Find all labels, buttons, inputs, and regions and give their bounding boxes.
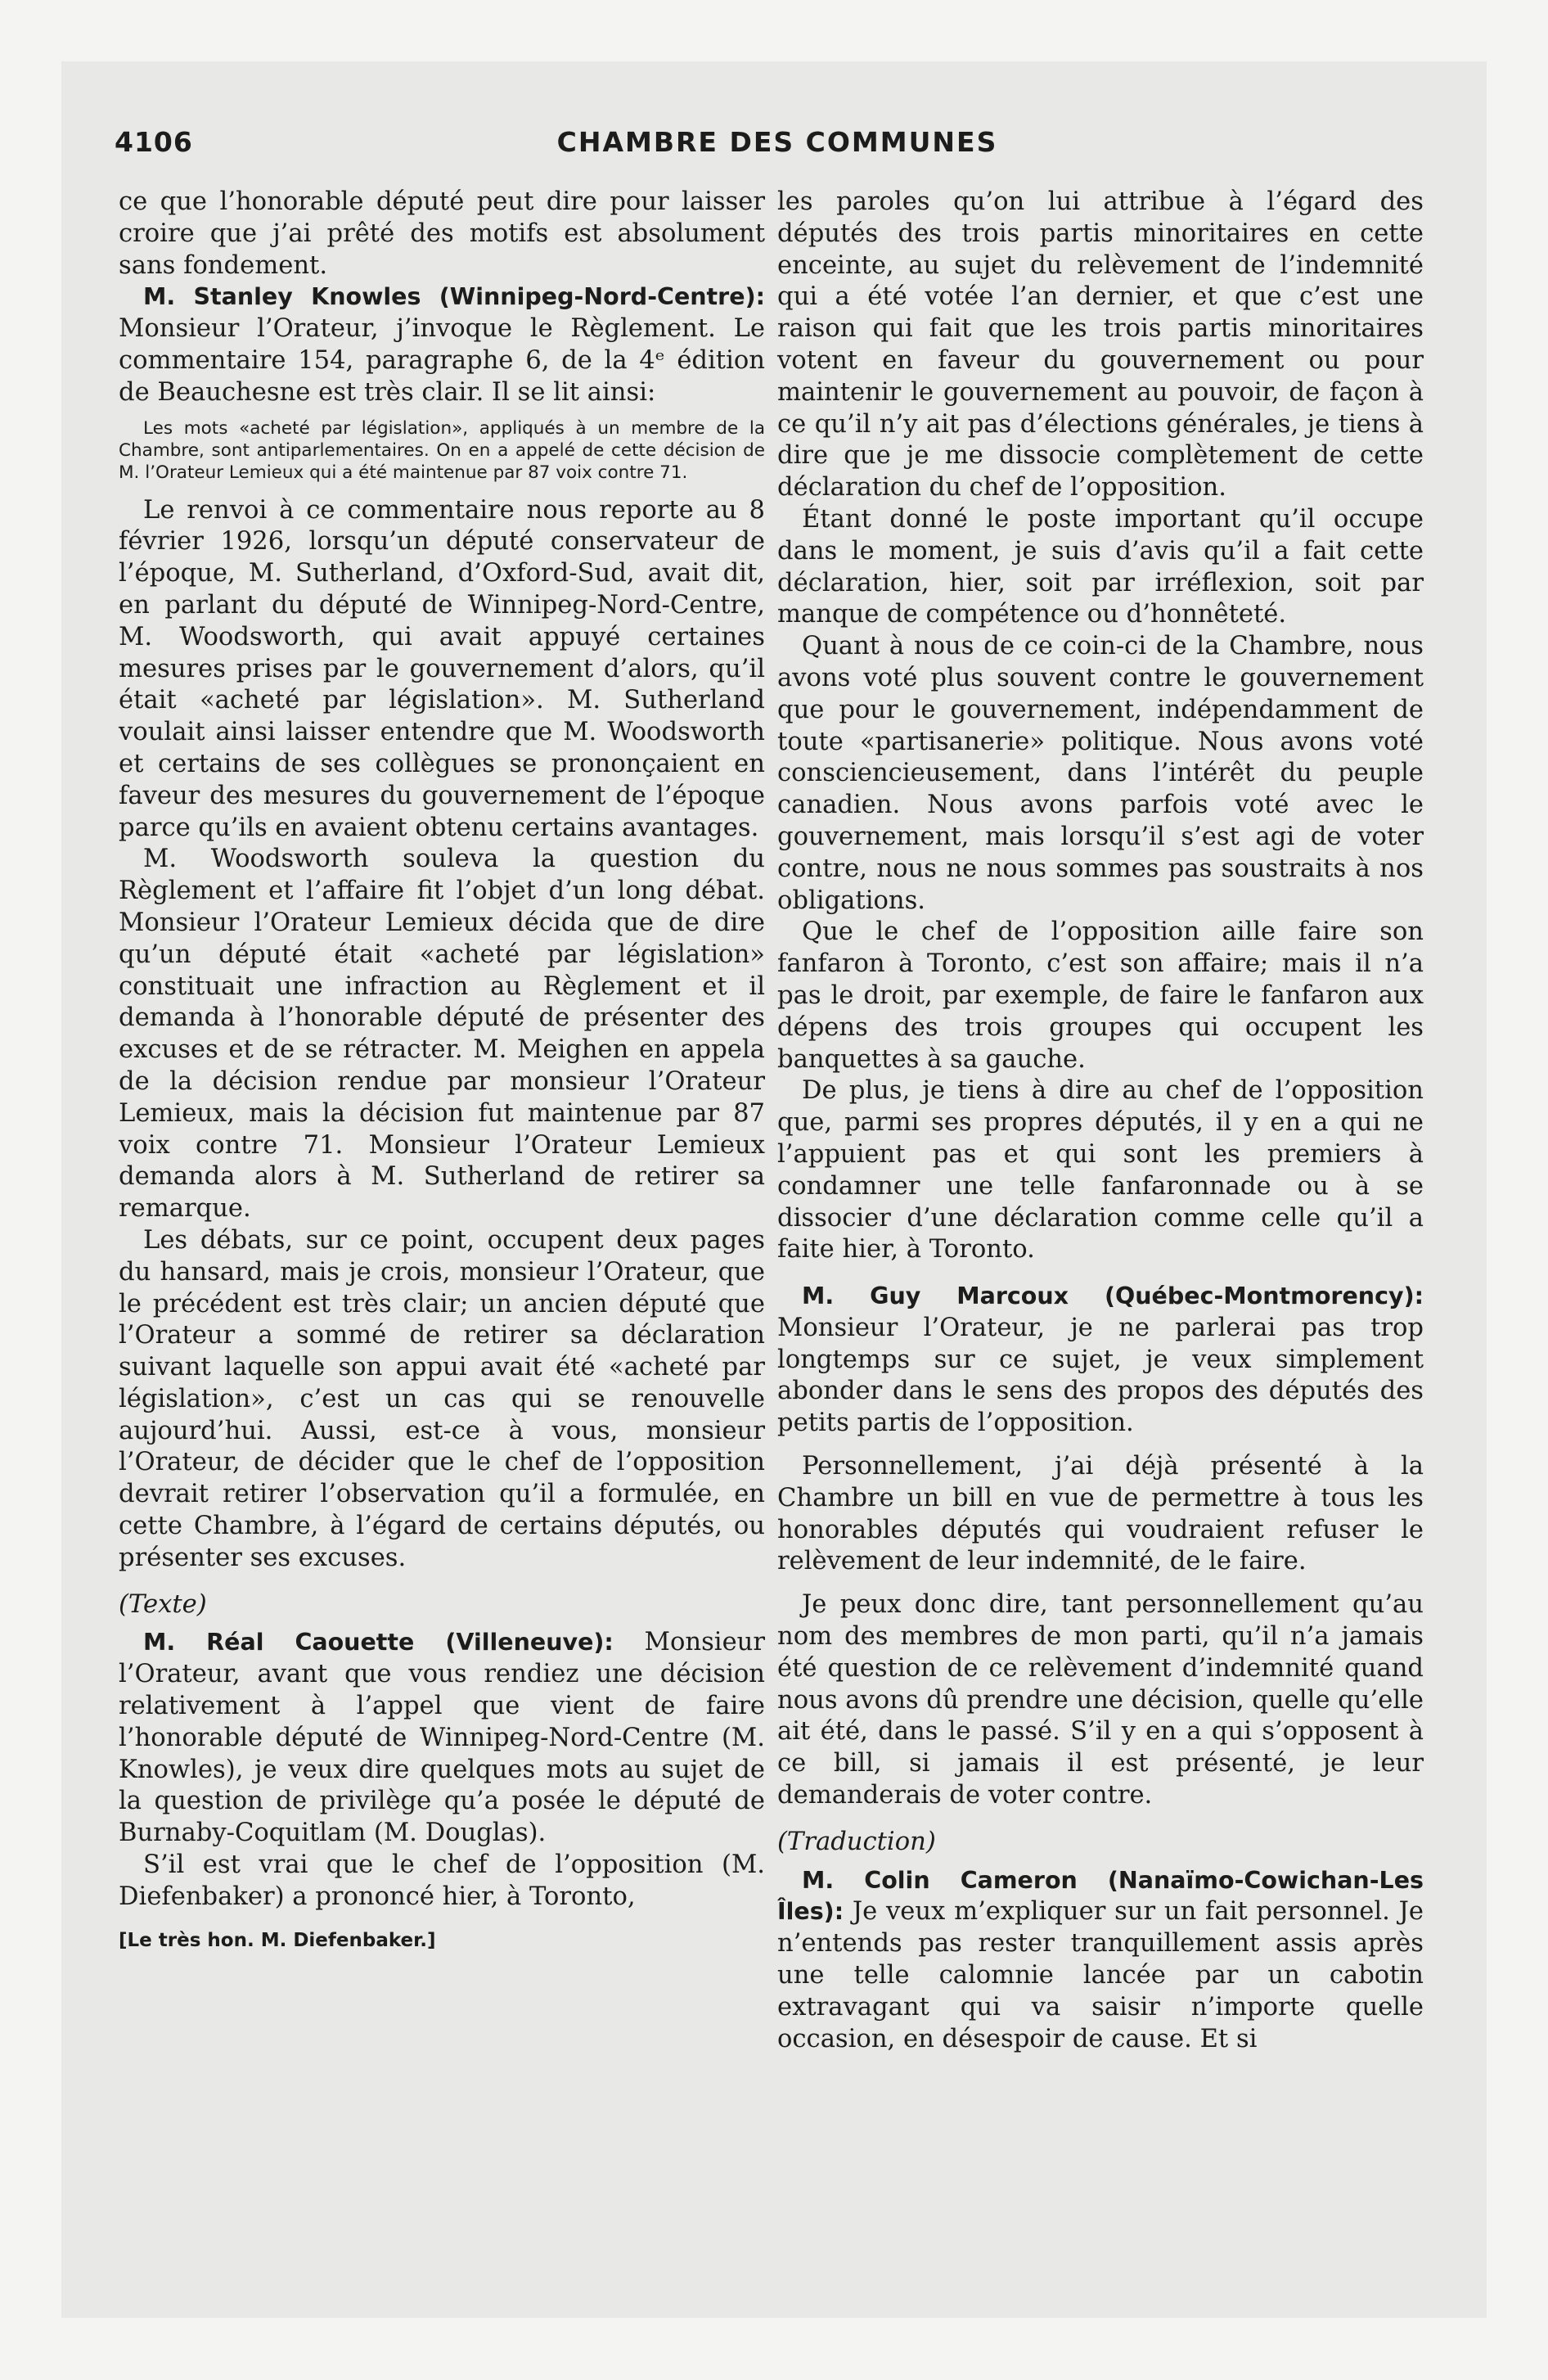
page-footer: [Le très hon. M. Diefenbaker.]	[119, 1929, 436, 1951]
speech-text: Monsieur l’Orateur, je ne parlerai pas trop longtemps sur ce sujet, je veux simplement abonder dans le sens des propos des députés des petits partis de l’opposition.	[777, 1313, 1424, 1438]
language-note: (Texte)	[119, 1589, 207, 1619]
page-number: 4106	[115, 126, 193, 158]
paragraph: ce que l’honorable député peut dire pour laisser croire que j’ai prêté des motifs est absolument sans fondement.	[119, 187, 765, 280]
speaker-name: M. Réal Caouette (Villeneuve):	[143, 1629, 614, 1657]
paragraph: De plus, je tiens à dire au chef de l’opposition que, parmi ses propres députés, il y en a qui ne l’appuient pas et qui sont les premiers à condamner une telle fanfaronnade ou à se dissocier d’une déclaration comme celle qu’il a faite hier, à Toronto.	[777, 1076, 1424, 1264]
paragraph: Personnellement, j’ai déjà présenté à la Chambre un bill en vue de permettre à tous les honorables députés qui voudraient refuser le relèvement de leur indemnité, de le faire.	[777, 1452, 1424, 1576]
paragraph: Le renvoi à ce commentaire nous reporte au 8 février 1926, lorsqu’un député conservateur de l’époque, M. Sutherland, d’Oxford-Sud, avait dit, en parlant du député de Winnipeg-Nord-Centre, M. Woodsworth, qui avait appuyé certaines mesures prises par le gouvernement d’alors, qu’il était «acheté par législation». M. Sutherland voulait ainsi laisser entendre que M. Woodsworth et certains de ses collègues se prononçaient en faveur des mesures du gouvernement de l’époque parce qu’ils en avaient obtenu certains avantages.	[119, 495, 765, 842]
block-quote: Les mots «acheté par législation», appliqués à un membre de la Chambre, sont antiparlementaires. On en a appelé de cette décision de M. l’Orateur Lemieux qui a été maintenue par 87 voix contre 71.	[119, 417, 765, 483]
language-note: (Traduction)	[777, 1827, 936, 1856]
running-title: CHAMBRE DES COMMUNES	[556, 126, 998, 158]
speaker-name: M. Colin Cameron (Nanaïmo-Cowichan-Les Îles):	[777, 1866, 1424, 1926]
speaker-name: M. Guy Marcoux (Québec-Montmorency):	[802, 1282, 1424, 1310]
page-header	[115, 123, 1440, 172]
speech-text: Monsieur l’Orateur, avant que vous rendiez une décision relativement à l’appel que vient de faire l’honorable député de Winnipeg-Nord-Centre (M. Knowles), je veux dire quelques mots au sujet de la question de privilège qu’a posée le député de Burnaby-Coquitlam (M. Douglas).	[119, 1628, 766, 1848]
speech-paragraph	[777, 1865, 1424, 2056]
speech-text: Monsieur l’Orateur, j’invoque le Règlement. Le commentaire 154, paragraphe 6, de la 4ᵉ édition de Beauchesne est très clair. Il se lit ainsi:	[119, 314, 765, 407]
paragraph: Je peux donc dire, tant personnellement qu’au nom des membres de mon parti, qu’il n’a jamais été question de ce relèvement d’indemnité quand nous avons dû prendre une décision, quelle qu’elle ait été, dans le passé. S’il y en a qui s’opposent à ce bill, si jamais il est présenté, je leur demanderais de voter contre.	[777, 1590, 1424, 1810]
speech-paragraph	[777, 1281, 1424, 1440]
paragraph: Étant donné le poste important qu’il occupe dans le moment, je suis d’avis qu’il a fait cette déclaration, hier, soit par irréflexion, soit par manque de compétence ou d’honnêteté.	[777, 504, 1424, 629]
paragraph: Quant à nous de ce coin-ci de la Chambre, nous avons voté plus souvent contre le gouvernement que pour le gouvernement, indépendamment de toute «partisanerie» politique. Nous avons voté consciencieusement, dans l’intérêt du peuple canadien. Nous avons parfois voté avec le gouvernement, mais lorsqu’il s’est agi de voter contre, nous ne nous sommes pas soustraits à nos obligations.	[777, 632, 1424, 915]
paragraph: Que le chef de l’opposition aille faire son fanfaron à Toronto, c’est son affaire; mais il n’a pas le droit, par exemple, de faire le fanfaron aux dépens des trois groupes qui occupent les banquettes à sa gauche.	[777, 917, 1424, 1074]
speech-text: Je veux m’expliquer sur un fait personnel. Je n’entends pas rester tranquillement assis après une telle calomnie lancée par un cabotin extravagant qui va saisir n’importe quelle occasion, en désespoir de cause. Et si	[777, 1897, 1424, 2053]
speaker-name: M. Stanley Knowles (Winnipeg-Nord-Centre):	[143, 283, 765, 311]
paragraph: les paroles qu’on lui attribue à l’égard des députés des trois partis minoritaires en cette enceinte, au sujet du relèvement de l’indemnité qui a été votée l’an dernier, et que c’est une raison qui fait que les trois partis minoritaires votent en faveur du gouvernement ou pour maintenir le gouvernement au pouvoir, de façon à ce qu’il n’y ait pas d’élections générales, je tiens à dire que je me dissocie complètement de cette déclaration du chef de l’opposition.	[777, 187, 1424, 503]
right-column	[777, 187, 1424, 2055]
paragraph: M. Woodsworth souleva la question du Règlement et l’affaire fit l’objet d’un long débat. Monsieur l’Orateur Lemieux décida que de dire qu’un député était «acheté par législation» constituait une infraction au Règlement et il demanda à l’honorable député de présenter des excuses et de se rétracter. M. Meighen en appela de la décision rendue par monsieur l’Orateur Lemieux, mais la décision fut maintenue par 87 voix contre 71. Monsieur l’Orateur Lemieux demanda alors à M. Sutherland de retirer sa remarque.	[119, 845, 765, 1224]
paragraph: Les débats, sur ce point, occupent deux pages du hansard, mais je crois, monsieur l’Orateur, que le précédent est très clair; un ancien député que l’Orateur a sommé de retirer sa déclaration suivant laquelle son appui avait été «acheté par législation», c’est un cas qui se renouvelle aujourd’hui. Aussi, est-ce à vous, monsieur l’Orateur, de décider que le chef de l’opposition devrait retirer l’observation qu’il a formulée, en cette Chambre, à l’égard de certains députés, ou présenter ses excuses.	[119, 1225, 765, 1572]
left-column	[119, 187, 765, 1956]
speech-paragraph	[119, 1627, 765, 1850]
paragraph: S’il est vrai que le chef de l’opposition (M. Diefenbaker) a prononcé hier, à Toronto,	[119, 1850, 765, 1911]
speech-paragraph	[119, 282, 765, 408]
